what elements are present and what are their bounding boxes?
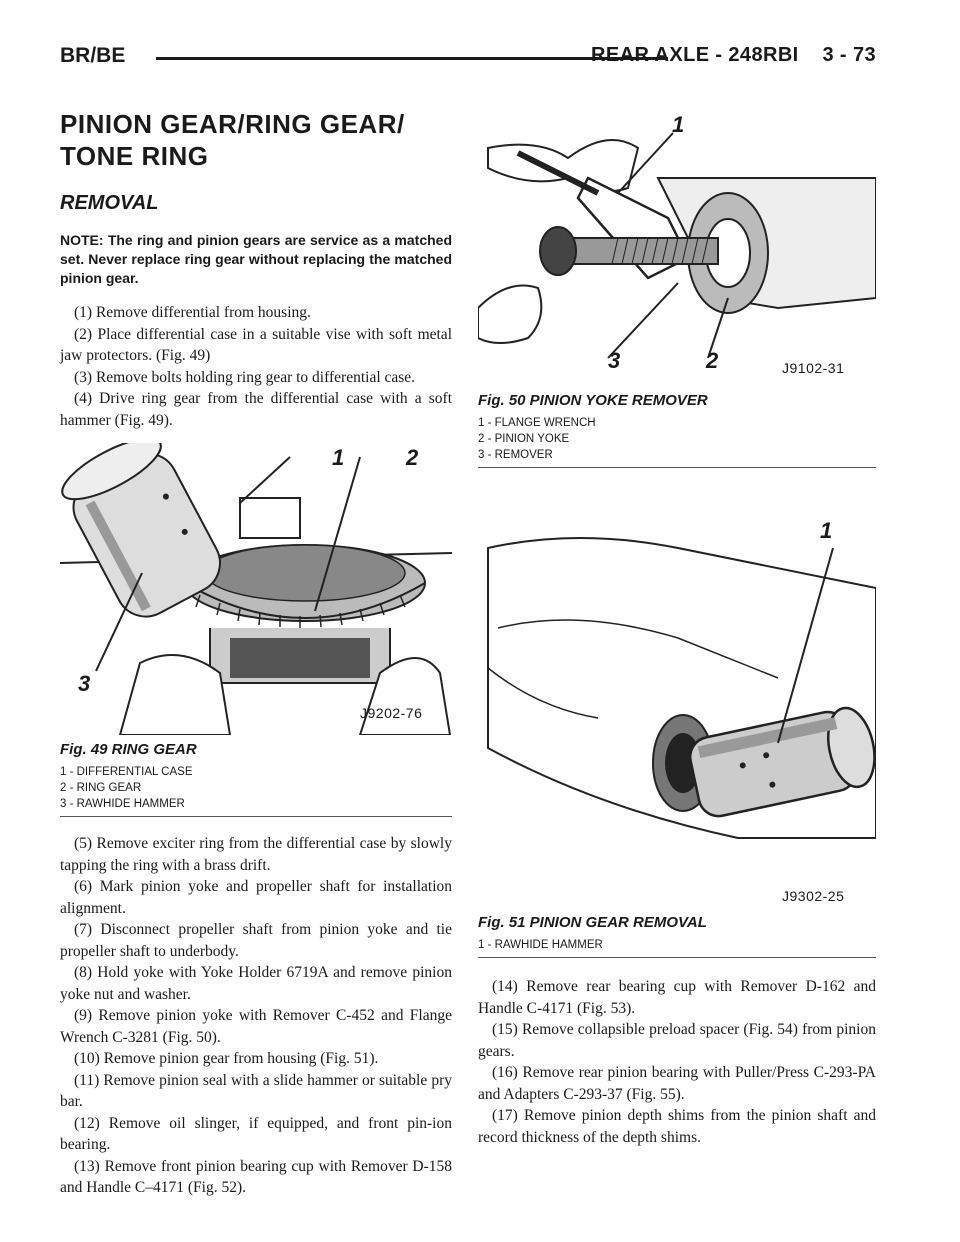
fig50-callout-2: 2 — [706, 348, 719, 373]
figure-49-illustration — [60, 443, 452, 735]
figure-50-illustration — [478, 108, 876, 386]
step-5: (5) Remove exciter ring from the differential case by slowly tapping the ring with a brass drift. — [60, 835, 452, 874]
title-line-2: TONE RING — [60, 141, 209, 171]
fig49-rule — [60, 816, 452, 817]
fig49-callout-3: 3 — [78, 671, 91, 696]
step-13: (13) Remove front pinion bearing cup with Remover D-158 and Handle C–4171 (Fig. 52). — [60, 1157, 452, 1196]
fig50-callout-1: 1 — [672, 112, 685, 137]
fig50-legend — [478, 415, 876, 463]
step-2: (2) Place differential case in a suitable vise with soft metal jaw protectors. (Fig. 49) — [60, 325, 452, 364]
step-8: (8) Hold yoke with Yoke Holder 6719A and remove pinion yoke nut and washer. — [60, 964, 452, 1003]
figure-51 — [478, 508, 876, 958]
title-line-1: PINION GEAR/RING GEAR/ — [60, 109, 405, 139]
fig49-legend-item: 3 - RAWHIDE HAMMER — [60, 798, 185, 810]
step-9: (9) Remove pinion yoke with Remover C-452 and Flange Wrench C-3281 (Fig. 50). — [60, 1007, 452, 1046]
fig50-legend-item: 1 - FLANGE WRENCH — [478, 417, 596, 429]
step-17: (17) Remove pinion depth shims from the pinion shaft and record thickness of the depth shims. — [478, 1107, 876, 1146]
note-text: NOTE: The ring and pinion gears are service as a matched set. Never replace ring gear without replacing the matched pinion gear. — [60, 232, 452, 286]
header-vehicle-code: BR/BE — [60, 44, 126, 67]
fig50-caption: Fig. 50 PINION YOKE REMOVER — [478, 392, 708, 409]
step-12: (12) Remove oil slinger, if equipped, and front pin-ion bearing. — [60, 1114, 452, 1153]
step-3: (3) Remove bolts holding ring gear to differential case. — [74, 368, 416, 386]
figure-50 — [478, 108, 876, 468]
fig49-legend — [60, 764, 452, 812]
right-column-steps — [478, 976, 876, 1148]
fig51-caption: Fig. 51 PINION GEAR REMOVAL — [478, 914, 707, 931]
fig51-rule — [478, 957, 876, 958]
fig49-caption: Fig. 49 RING GEAR — [60, 741, 197, 758]
fig51-legend-item: 1 - RAWHIDE HAMMER — [478, 939, 603, 951]
fig49-legend-item: 2 - RING GEAR — [60, 782, 142, 794]
fig51-legend — [478, 937, 876, 953]
section-heading: REMOVAL — [60, 192, 159, 214]
fig49-callout-2: 2 — [406, 445, 419, 470]
fig50-callout-3: 3 — [608, 348, 621, 373]
page-header — [60, 44, 876, 74]
ring-gear-illustration — [60, 443, 452, 735]
step-15: (15) Remove collapsible preload spacer (Fig. 54) from pinion gears. — [478, 1021, 876, 1060]
step-4: (4) Drive ring gear from the differential case with a soft hammer (Fig. 49). — [60, 390, 452, 429]
page-title — [60, 108, 452, 172]
fig49-drawing-code: J9202-76 — [360, 705, 423, 721]
fig49-legend-item: 1 - DIFFERENTIAL CASE — [60, 766, 193, 778]
fig50-legend-item: 2 - PINION YOKE — [478, 433, 570, 445]
fig49-callout-1: 1 — [332, 445, 345, 470]
fig51-drawing-code: J9302-25 — [782, 888, 845, 904]
step-6: (6) Mark pinion yoke and propeller shaft for installation alignment. — [60, 878, 452, 917]
step-7: (7) Disconnect propeller shaft from pinion yoke and tie propeller shaft to underbody. — [60, 921, 452, 960]
pinion-gear-removal-illustration — [478, 508, 876, 908]
header-section-page: REAR AXLE - 248RBI 3 - 73 — [591, 44, 876, 66]
step-14: (14) Remove rear bearing cup with Remover D-162 and Handle C-4171 (Fig. 53). — [478, 978, 876, 1017]
step-16: (16) Remove rear pinion bearing with Puller/Press C-293-PA and Adapters C-293-37 (Fig. 55). — [478, 1064, 876, 1103]
step-10: (10) Remove pinion gear from housing (Fig. 51). — [74, 1050, 379, 1067]
figure-49 — [60, 443, 452, 817]
fig50-rule — [478, 467, 876, 468]
left-column — [60, 108, 452, 1199]
figure-51-illustration — [478, 508, 876, 908]
fig50-drawing-code: J9102-31 — [782, 360, 845, 376]
step-11: (11) Remove pinion seal with a slide hammer or suitable pry bar. — [60, 1071, 452, 1110]
fig51-callout-1: 1 — [820, 518, 833, 543]
step-1: (1) Remove differential from housing. — [74, 304, 311, 321]
pinion-yoke-remover-illustration — [478, 108, 876, 386]
fig50-legend-item: 3 - REMOVER — [478, 449, 553, 461]
